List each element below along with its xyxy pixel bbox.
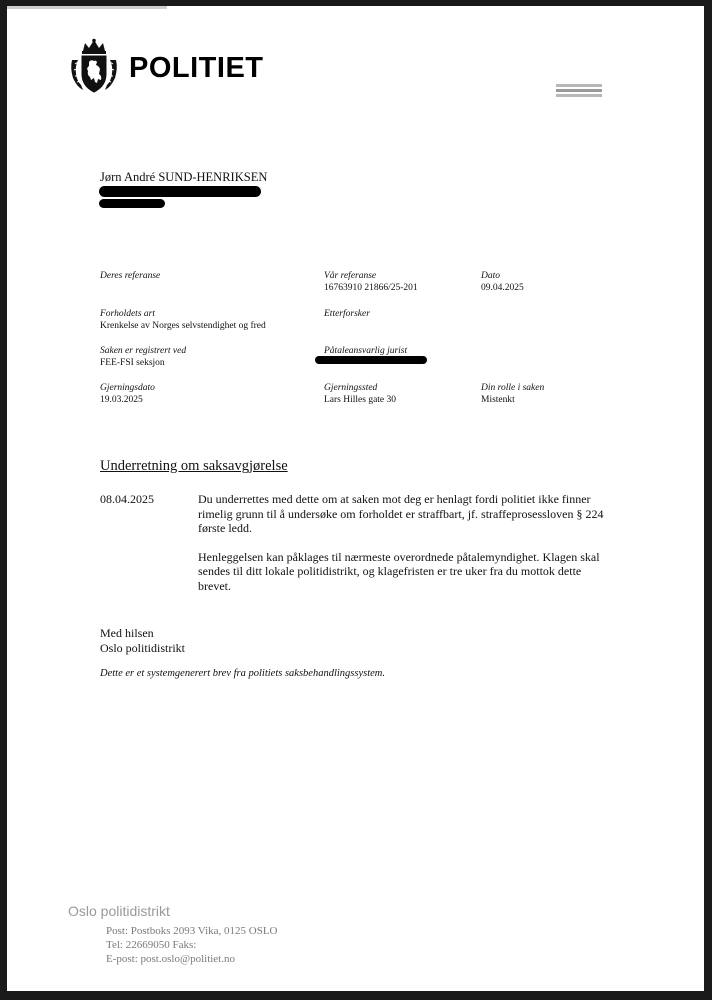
field-saken-registrert: Saken er registrert ved FEE-FSI seksjon bbox=[100, 346, 187, 368]
decision-date: 08.04.2025 bbox=[100, 492, 154, 506]
field-rolle: Din rolle i saken Mistenkt bbox=[481, 383, 545, 405]
field-gjerningssted: Gjerningssted Lars Hilles gate 30 bbox=[324, 383, 397, 405]
field-forholdets-art: Forholdets art Krenkelse av Norges selvstendighet og fred bbox=[100, 309, 266, 331]
field-deres-referanse: Deres referanse bbox=[100, 271, 161, 281]
section-title: Underretning om saksavgjørelse bbox=[100, 458, 288, 474]
field-dato: Dato 09.04.2025 bbox=[481, 271, 524, 293]
decision-paragraph: Du underrettes med dette om at saken mot deg er henlagt fordi politiet ikke finner rimelig grunn til å undersøke om forholdet er straffbart, jf. straffeprosessloven § 224 første ledd. bbox=[198, 492, 604, 535]
recipient-address-redaction bbox=[99, 199, 165, 208]
field-var-referanse: Vår referanse 16763910 21866/25-201 bbox=[324, 271, 418, 293]
footer-email: E-post: post.oslo@politiet.no bbox=[106, 953, 235, 965]
field-gjerningsdato: Gjerningsdato 19.03.2025 bbox=[100, 383, 155, 405]
recipient-name: Jørn André SUND-HENRIKSEN bbox=[100, 170, 268, 184]
decision-body bbox=[198, 492, 608, 607]
recipient-address-redaction bbox=[99, 186, 261, 197]
letterhead bbox=[69, 38, 264, 98]
signature: Oslo politidistrikt bbox=[100, 640, 186, 655]
letter-page bbox=[7, 6, 704, 991]
footer-district: Oslo politidistrikt bbox=[68, 903, 170, 919]
system-note: Dette er et systemgenerert brev fra politiets saksbehandlingssystem. bbox=[100, 668, 385, 679]
jurist-name-redaction bbox=[315, 356, 427, 364]
field-etterforsker: Etterforsker bbox=[324, 309, 370, 319]
field-pataleansvarlig: Påtaleansvarlig jurist bbox=[324, 346, 408, 356]
greeting: Med hilsen bbox=[100, 626, 154, 640]
brand-name: POLITIET bbox=[129, 51, 264, 84]
footer-contact bbox=[106, 924, 278, 966]
norwegian-police-crest-icon bbox=[69, 38, 119, 98]
footer-tel: Tel: 22669050 Faks: bbox=[106, 939, 197, 951]
footer-post: Post: Postboks 2093 Vika, 0125 OSLO bbox=[106, 925, 278, 937]
closing bbox=[100, 626, 185, 655]
redaction-mark bbox=[556, 84, 602, 98]
decision-paragraph: Henleggelsen kan påklages til nærmeste overordnede påtalemyndighet. Klagen skal sendes til ditt lokale politidistrikt, og klagefristen er tre uker fra du mottok dette brevet. bbox=[198, 549, 600, 593]
scan-artifact bbox=[7, 6, 167, 9]
